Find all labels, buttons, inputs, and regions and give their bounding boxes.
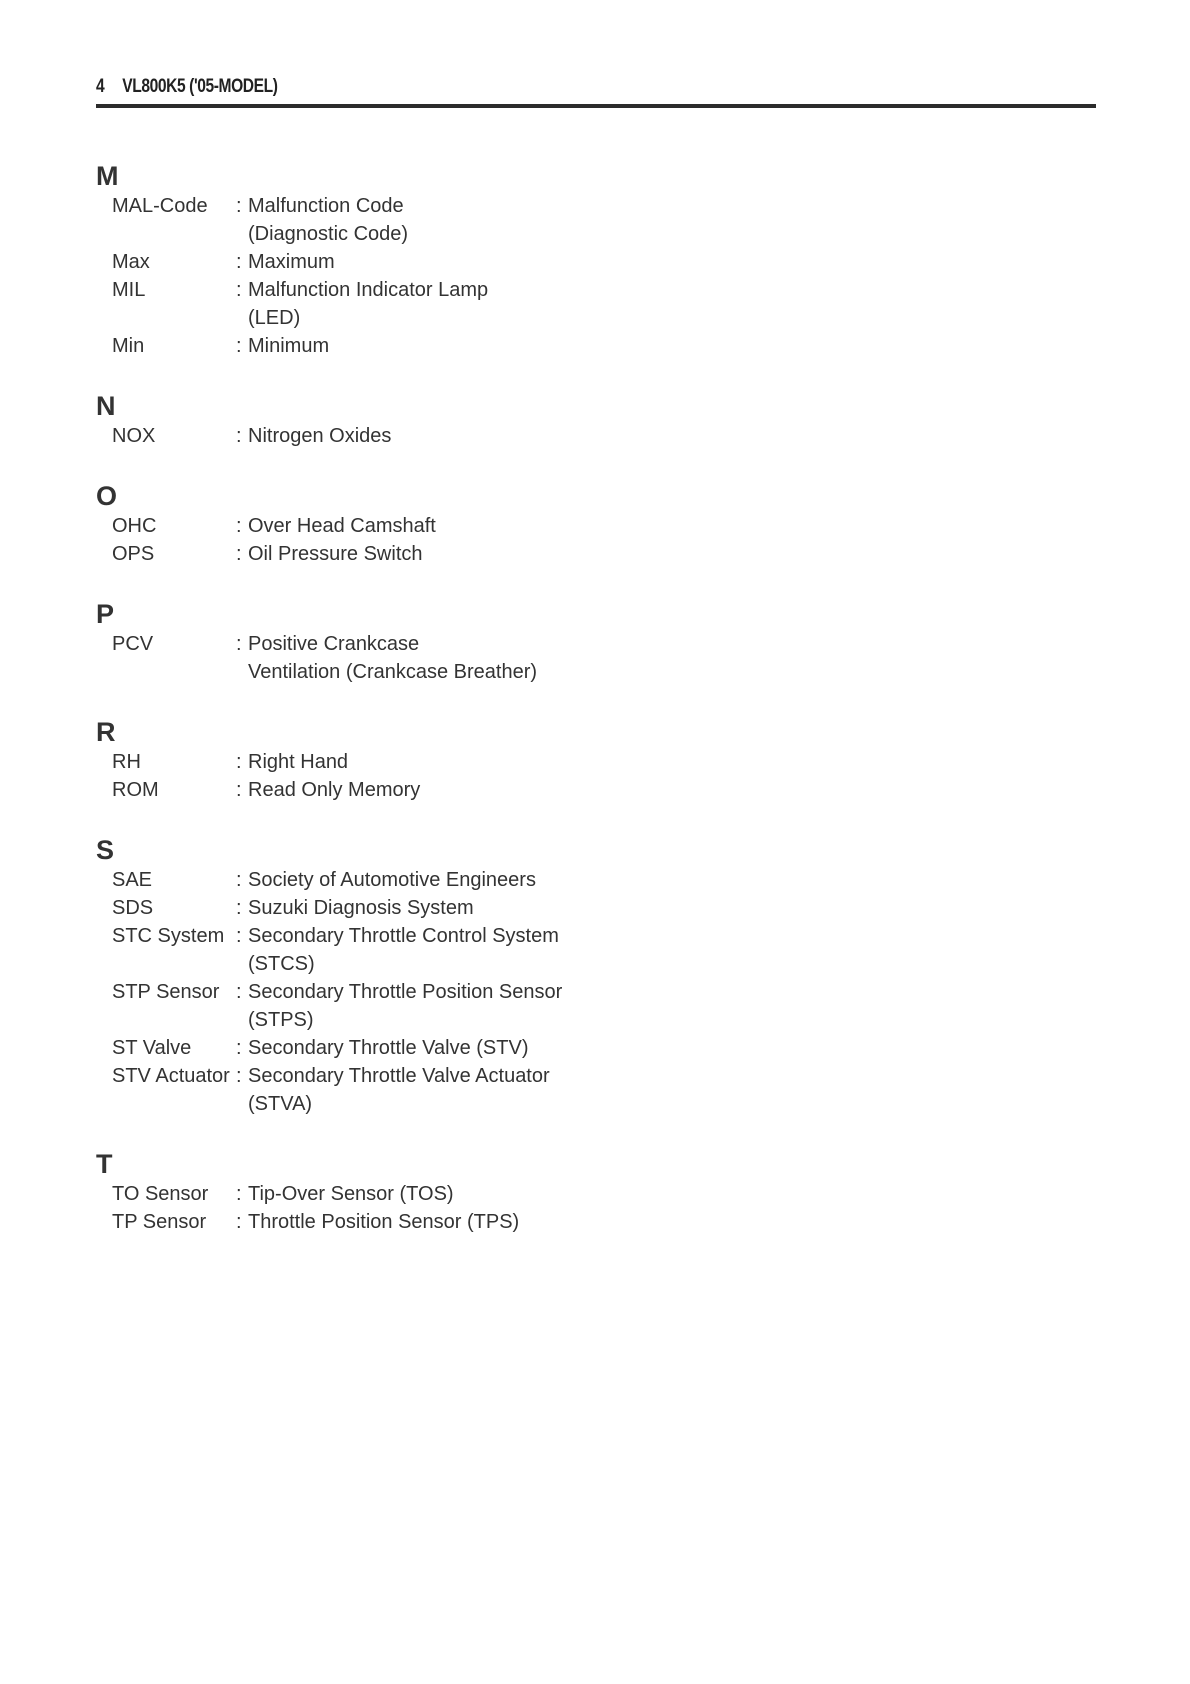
section-letter: P (96, 599, 115, 629)
abbreviation-entry (96, 922, 796, 978)
abbreviation-term: STV Actuator (112, 1065, 230, 1087)
abbreviation-definition (248, 748, 796, 776)
section-p (96, 598, 796, 686)
separator-colon: : (236, 1065, 242, 1087)
definition-line: Read Only Memory (248, 779, 421, 801)
abbreviation-definition (248, 540, 796, 568)
abbreviation-entry (96, 866, 796, 894)
header-text (96, 76, 278, 98)
abbreviation-definition (248, 894, 796, 922)
abbreviation-entry (96, 512, 796, 540)
separator-colon: : (236, 1211, 242, 1233)
section-m (96, 160, 796, 360)
abbreviation-entry (96, 540, 796, 568)
definition-line: Tip-Over Sensor (TOS) (248, 1183, 454, 1205)
abbreviation-term: MAL-Code (112, 195, 208, 217)
abbreviation-term: RH (112, 751, 141, 773)
abbreviation-definition (248, 332, 796, 360)
abbreviation-term: OHC (112, 515, 157, 537)
section-o (96, 480, 796, 568)
definition-line: Oil Pressure Switch (248, 543, 423, 565)
abbreviation-term: Min (112, 335, 145, 357)
definition-line: Over Head Camshaft (248, 515, 436, 537)
abbreviation-list (96, 160, 796, 1266)
abbreviation-entry (96, 332, 796, 360)
definition-line: Malfunction Code (248, 195, 404, 217)
abbreviation-definition (248, 248, 796, 276)
definition-line: Society of Automotive Engineers (248, 869, 536, 891)
section-n (96, 390, 796, 450)
abbreviation-term: ST Valve (112, 1037, 192, 1059)
section-s (96, 834, 796, 1118)
separator-colon: : (236, 981, 242, 1003)
abbreviation-term: TP Sensor (112, 1211, 207, 1233)
definition-line: Positive Crankcase (248, 633, 420, 655)
separator-colon: : (236, 543, 242, 565)
separator-colon: : (236, 751, 242, 773)
abbreviation-entry (96, 894, 796, 922)
definition-line: (Diagnostic Code) (248, 223, 409, 245)
abbreviation-entry (96, 630, 796, 686)
section-letter: T (96, 1149, 113, 1179)
abbreviation-entry (96, 1180, 796, 1208)
abbreviation-definition (248, 1034, 796, 1062)
abbreviation-definition (248, 776, 796, 804)
abbreviation-definition (248, 276, 796, 332)
section-letter: R (96, 717, 116, 747)
abbreviation-entry (96, 748, 796, 776)
definition-line: (STPS) (248, 1009, 314, 1031)
abbreviation-term: STC System (112, 925, 225, 947)
separator-colon: : (236, 335, 242, 357)
section-letter: O (96, 481, 118, 511)
separator-colon: : (236, 925, 242, 947)
abbreviation-definition (248, 1208, 796, 1236)
page-number: 4 (96, 76, 105, 97)
definition-line: Nitrogen Oxides (248, 425, 392, 447)
abbreviation-definition (248, 192, 796, 248)
abbreviation-entry (96, 1062, 796, 1118)
abbreviation-entry (96, 1034, 796, 1062)
definition-line: Secondary Throttle Position Sensor (248, 981, 563, 1003)
definition-line: Maximum (248, 251, 335, 273)
definition-line: Ventilation (Crankcase Breather) (248, 661, 538, 683)
definition-line: Minimum (248, 335, 330, 357)
definition-line: (LED) (248, 307, 301, 329)
separator-colon: : (236, 633, 242, 655)
section-letter: N (96, 391, 116, 421)
definition-line: Secondary Throttle Valve Actuator (248, 1065, 550, 1087)
abbreviation-entry (96, 192, 796, 248)
abbreviation-definition (248, 630, 796, 686)
definition-line: Secondary Throttle Control System (248, 925, 559, 947)
abbreviation-term: OPS (112, 543, 155, 565)
abbreviation-entry (96, 422, 796, 450)
abbreviation-definition (248, 512, 796, 540)
abbreviation-term: MIL (112, 279, 146, 301)
abbreviation-entry (96, 248, 796, 276)
abbreviation-term: SAE (112, 869, 153, 891)
abbreviation-term: NOX (112, 425, 156, 447)
page-header (96, 76, 1096, 110)
separator-colon: : (236, 515, 242, 537)
abbreviation-definition (248, 978, 796, 1034)
separator-colon: : (236, 897, 242, 919)
definition-line: Malfunction Indicator Lamp (248, 279, 489, 301)
separator-colon: : (236, 195, 242, 217)
section-letter: S (96, 835, 115, 865)
definition-line: Suzuki Diagnosis System (248, 897, 474, 919)
definition-line: (STCS) (248, 953, 315, 975)
definition-line: Right Hand (248, 751, 349, 773)
separator-colon: : (236, 279, 242, 301)
section-t (96, 1148, 796, 1236)
abbreviation-entry (96, 978, 796, 1034)
separator-colon: : (236, 1037, 242, 1059)
abbreviation-entry (96, 1208, 796, 1236)
separator-colon: : (236, 1183, 242, 1205)
abbreviation-definition (248, 1062, 796, 1118)
abbreviation-term: SDS (112, 897, 154, 919)
abbreviation-entry (96, 276, 796, 332)
separator-colon: : (236, 251, 242, 273)
abbreviation-term: TO Sensor (112, 1183, 209, 1205)
section-letter: M (96, 161, 119, 191)
abbreviation-definition (248, 422, 796, 450)
header-rule (96, 104, 1096, 108)
abbreviation-term: STP Sensor (112, 981, 220, 1003)
abbreviation-term: ROM (112, 779, 159, 801)
separator-colon: : (236, 779, 242, 801)
abbreviation-term: Max (112, 251, 150, 273)
definition-line: Throttle Position Sensor (TPS) (248, 1211, 520, 1233)
abbreviation-definition (248, 1180, 796, 1208)
abbreviation-definition (248, 866, 796, 894)
definition-line: Secondary Throttle Valve (STV) (248, 1037, 529, 1059)
abbreviation-definition (248, 922, 796, 978)
manual-title: VL800K5 ('05-MODEL) (122, 76, 278, 97)
section-r (96, 716, 796, 804)
abbreviation-term: PCV (112, 633, 154, 655)
separator-colon: : (236, 425, 242, 447)
abbreviation-entry (96, 776, 796, 804)
separator-colon: : (236, 869, 242, 891)
definition-line: (STVA) (248, 1093, 313, 1115)
